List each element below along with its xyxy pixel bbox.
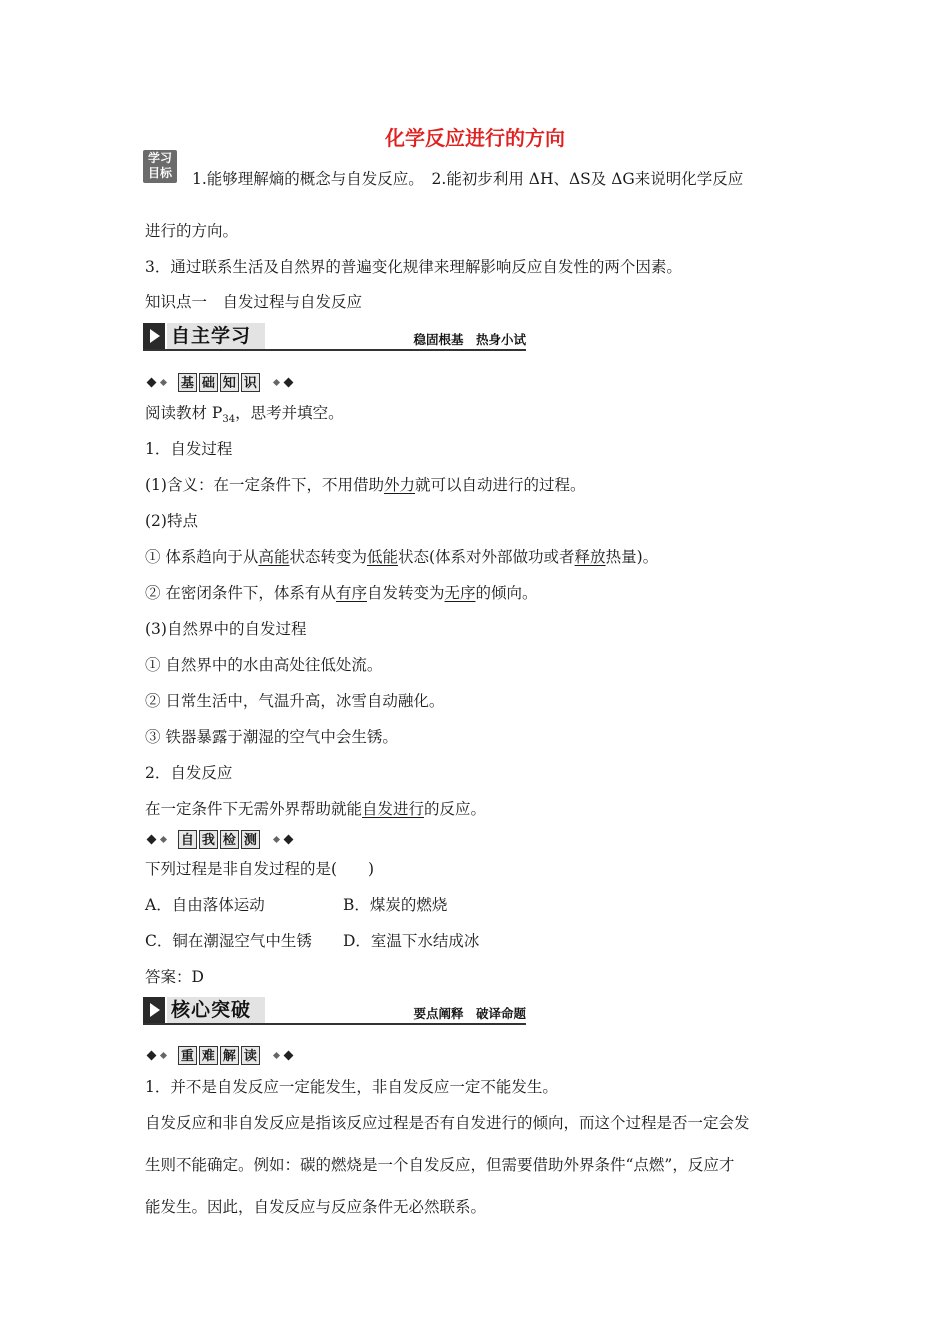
diamond-icon bbox=[147, 834, 157, 844]
nature-example-1: ① 自然界中的水由高处往低处流。 bbox=[145, 656, 383, 674]
section-label: 自主学习 bbox=[167, 323, 265, 349]
tag-char: 重 bbox=[178, 1046, 197, 1065]
answer: 答案：D bbox=[145, 968, 204, 986]
item-1-heading: 1．自发过程 bbox=[145, 440, 233, 458]
option-b: B．煤炭的燃烧 bbox=[343, 896, 448, 914]
tag-char: 自 bbox=[178, 830, 197, 849]
tag-key-points bbox=[145, 1045, 295, 1065]
definition-line: (1)含义：在一定条件下，不用借助外力就可以自动进行的过程。 bbox=[145, 476, 586, 494]
section-banner-self-study bbox=[143, 323, 526, 351]
feature-heading: (2)特点 bbox=[145, 512, 198, 530]
section-label: 核心突破 bbox=[167, 997, 265, 1023]
diamond-icon bbox=[273, 1051, 280, 1058]
option-a: A．自由落体运动 bbox=[145, 896, 265, 914]
option-d: D．室温下水结成冰 bbox=[343, 932, 480, 950]
point-1: 1．并不是自发反应一定能发生，非自发反应一定不能发生。 bbox=[145, 1078, 558, 1096]
tag-char: 难 bbox=[199, 1046, 218, 1065]
diamond-icon bbox=[160, 1051, 167, 1058]
paragraph-line3: 能发生。因此，自发反应与反应条件无必然联系。 bbox=[145, 1198, 487, 1216]
diamond-icon bbox=[147, 377, 157, 387]
diamond-icon bbox=[147, 1050, 157, 1060]
tag-char: 基 bbox=[178, 373, 197, 392]
diamond-icon bbox=[283, 377, 293, 387]
objective-line2: 进行的方向。 bbox=[145, 222, 239, 240]
play-triangle-icon bbox=[143, 323, 165, 349]
objective-line1: 1.能够理解熵的概念与自发反应。 2.能初步利用 ΔH、ΔS及 ΔG来说明化学反应 bbox=[192, 170, 744, 188]
paragraph-line2: 生则不能确定。例如：碳的燃烧是一个自发反应，但需要借助外界条件“点燃”，反应才 bbox=[145, 1156, 735, 1174]
question-stem: 下列过程是非自发过程的是( ) bbox=[145, 860, 375, 878]
tag-char: 读 bbox=[241, 1046, 260, 1065]
tag-self-check bbox=[145, 829, 295, 849]
item-2-heading: 2．自发反应 bbox=[145, 764, 233, 782]
tag-char: 识 bbox=[241, 373, 260, 392]
section-subtitle: 稳固根基 热身小试 bbox=[413, 332, 526, 347]
nature-example-3: ③ 铁器暴露于潮湿的空气中会生锈。 bbox=[145, 728, 398, 746]
section-subtitle: 要点阐释 破译命题 bbox=[413, 1006, 526, 1021]
section-banner-core bbox=[143, 997, 526, 1025]
tag-char: 我 bbox=[199, 830, 218, 849]
tag-basic-knowledge bbox=[145, 372, 295, 392]
diamond-icon bbox=[273, 378, 280, 385]
badge-line2: 目标 bbox=[147, 166, 172, 180]
paragraph-line1: 自发反应和非自发反应是指该反应过程是否有自发进行的倾向，而这个过程是否一定会发 bbox=[145, 1114, 750, 1132]
tag-char: 础 bbox=[199, 373, 218, 392]
diamond-icon bbox=[283, 834, 293, 844]
badge-line1: 学习 bbox=[147, 151, 172, 165]
objective-line3: 3．通过联系生活及自然界的普遍变化规律来理解影响反应自发性的两个因素。 bbox=[145, 258, 682, 276]
nature-heading: (3)自然界中的自发过程 bbox=[145, 620, 307, 638]
tag-char: 检 bbox=[220, 830, 239, 849]
diamond-icon bbox=[283, 1050, 293, 1060]
diamond-icon bbox=[160, 835, 167, 842]
play-triangle-icon bbox=[143, 997, 165, 1023]
page-title: 化学反应进行的方向 bbox=[385, 126, 565, 150]
tag-char: 知 bbox=[220, 373, 239, 392]
item-2-definition: 在一定条件下无需外界帮助就能自发进行的反应。 bbox=[145, 800, 487, 818]
learning-goal-badge bbox=[143, 150, 177, 183]
diamond-icon bbox=[273, 835, 280, 842]
nature-example-2: ② 日常生活中，气温升高，冰雪自动融化。 bbox=[145, 692, 445, 710]
option-c: C．铜在潮湿空气中生锈 bbox=[145, 932, 312, 950]
diamond-icon bbox=[160, 378, 167, 385]
reading-instruction: 阅读教材 $P_{34}$，思考并填空。 bbox=[145, 404, 344, 426]
tag-char: 解 bbox=[220, 1046, 239, 1065]
feature-1: ① 体系趋向于从高能状态转变为低能状态(体系对外部做功或者释放热量)。 bbox=[145, 548, 659, 566]
feature-2: ② 在密闭条件下，体系有从有序自发转变为无序的倾向。 bbox=[145, 584, 538, 602]
knowledge-point-heading: 知识点一 自发过程与自发反应 bbox=[145, 293, 363, 311]
tag-char: 测 bbox=[241, 830, 260, 849]
